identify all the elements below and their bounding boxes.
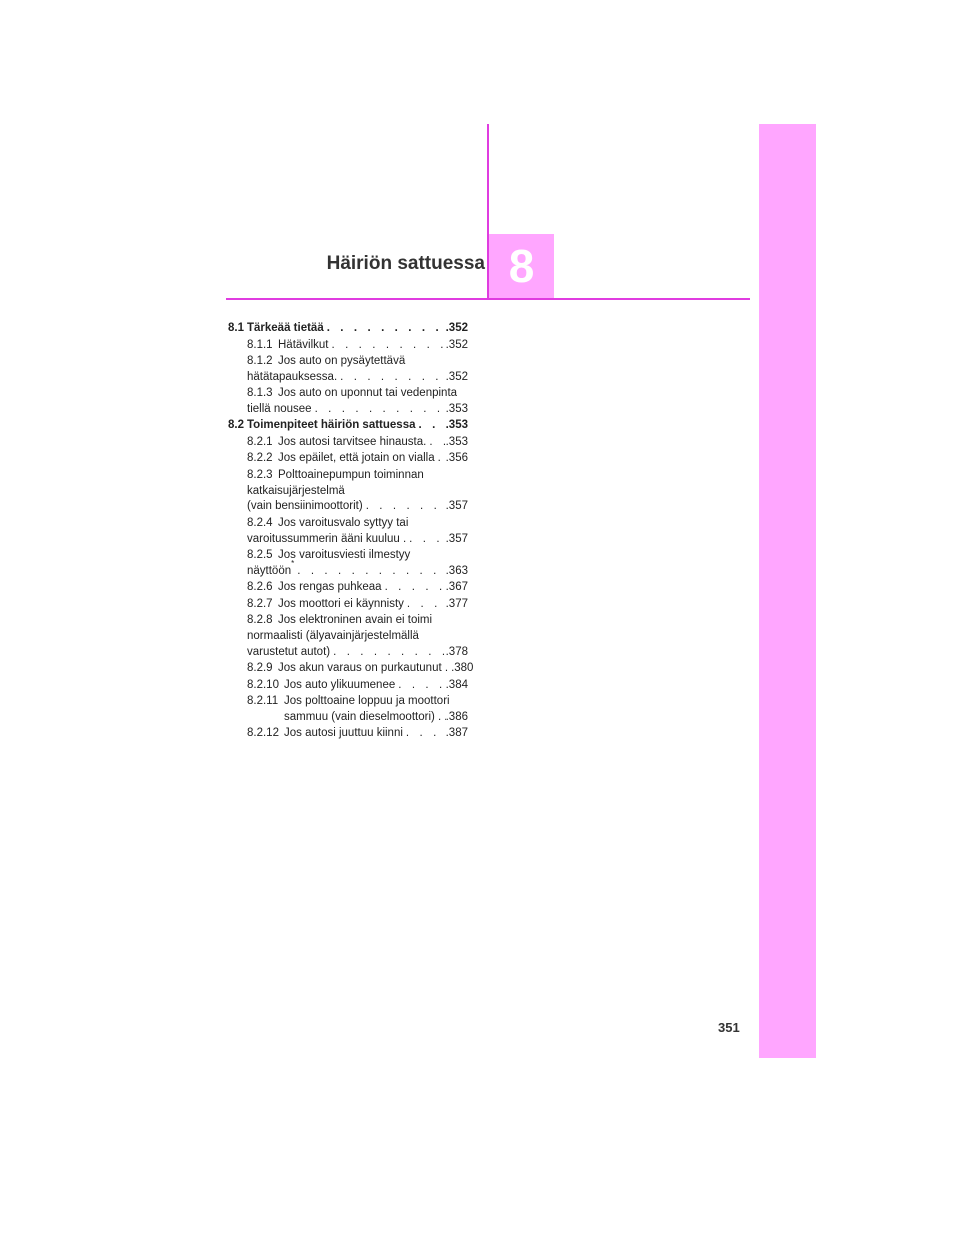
toc-entry-page: .357	[445, 532, 468, 545]
toc-subsection-entry[interactable]	[228, 661, 474, 677]
toc-entry-title: katkaisujärjestelmä	[247, 484, 345, 497]
toc-subsection-entry[interactable]	[228, 597, 468, 613]
table-of-contents	[228, 321, 474, 743]
toc-entry-page: .353	[445, 419, 468, 432]
toc-subsection-entry[interactable]	[228, 613, 468, 660]
toc-subsection-entry[interactable]	[228, 338, 468, 354]
toc-entry-title: tiellä nousee	[247, 402, 312, 415]
toc-entry-title: Jos auto on uponnut tai vedenpinta	[278, 387, 458, 400]
toc-entry-title: Jos auto on pysäytettävä	[278, 355, 406, 367]
toc-entry-page: .357	[445, 500, 468, 513]
toc-entry-number: 8.2.1	[247, 435, 273, 448]
toc-entry-title: Jos autosi juuttuu kiinni	[284, 727, 403, 740]
toc-entry-title: Tärkeää tietää	[247, 322, 324, 334]
toc-leader-dots	[337, 370, 445, 386]
toc-entry-number: 8.1.2	[247, 355, 273, 367]
header-horizontal-rule	[226, 298, 750, 300]
toc-subsection-entry[interactable]	[228, 386, 468, 417]
toc-leader-dots	[403, 726, 446, 742]
toc-leader-dots	[324, 321, 446, 337]
toc-subsection-entry[interactable]	[228, 678, 468, 694]
toc-leader-dots	[294, 564, 445, 580]
toc-leader-dots	[406, 532, 445, 548]
toc-entry-title: näyttöön	[247, 564, 292, 577]
toc-entry-number: 8.1	[228, 322, 244, 334]
toc-entry-title: (vain bensiinimoottorit)	[247, 500, 363, 513]
toc-subsection-entry[interactable]	[228, 435, 468, 451]
toc-leader-dots	[330, 645, 446, 661]
toc-leader-dots	[395, 678, 445, 694]
toc-entry-page: .356	[445, 452, 468, 465]
toc-entry-number: 8.2.3	[247, 468, 273, 481]
toc-entry-number: 8.2.6	[247, 581, 273, 594]
toc-entry-title: varoitussummerin ääni kuuluu .	[247, 532, 407, 545]
toc-subsection-entry[interactable]	[228, 580, 468, 596]
toc-entry-page: .352	[445, 322, 468, 334]
toc-entry-title: Polttoainepumpun toiminnan	[278, 468, 424, 481]
toc-entry-page: .377	[445, 597, 468, 610]
footnote-asterisk: *	[291, 558, 295, 568]
toc-entry-page: .353	[445, 402, 468, 415]
chapter-number: 8	[508, 240, 535, 292]
toc-entry-title: varustetut autot)	[247, 645, 331, 658]
toc-entry-title: Jos varoitusvalo syttyy tai	[278, 516, 409, 529]
toc-entry-page: .353	[445, 435, 468, 448]
toc-section-entry[interactable]	[228, 418, 468, 434]
toc-entry-title: Jos epäilet, että jotain on vialla	[278, 452, 435, 465]
toc-leader-dots	[312, 402, 446, 418]
chapter-side-tab	[759, 124, 816, 1058]
toc-entry-page: .378	[445, 645, 468, 658]
toc-entry-title: Jos varoitusviesti ilmestyy	[278, 549, 411, 562]
toc-subsection-entry[interactable]	[228, 354, 468, 385]
toc-entry-number: 8.2.4	[247, 516, 273, 529]
toc-entry-number: 8.2.7	[247, 597, 273, 610]
toc-leader-dots	[329, 338, 446, 354]
toc-entry-title: normaalisti (älyavainjärjestelmällä	[247, 629, 419, 642]
chapter-number-box	[489, 234, 554, 298]
toc-subsection-entry[interactable]	[228, 726, 468, 742]
toc-entry-page: .367	[445, 581, 468, 594]
toc-subsection-entry[interactable]	[228, 468, 468, 515]
toc-entry-page: .352	[445, 338, 468, 351]
toc-entry-title: Jos auto ylikuumenee	[284, 678, 396, 691]
chapter-title: Häiriön sattuessa	[326, 253, 485, 274]
toc-entry-title: Jos polttoaine loppuu ja moottori	[284, 695, 450, 708]
toc-entry-number: 8.2.5	[247, 549, 273, 562]
toc-entry-number: 8.1.1	[247, 338, 273, 351]
toc-entry-title: Jos rengas puhkeaa	[278, 581, 382, 594]
toc-entry-page: .363	[445, 564, 468, 577]
toc-leader-dots	[363, 499, 446, 515]
toc-entry-number: 8.2.10	[247, 678, 279, 691]
toc-subsection-entry[interactable]	[228, 451, 468, 467]
toc-entry-title: Toimenpiteet häiriön sattuessa	[247, 419, 416, 432]
toc-subsection-entry[interactable]	[228, 516, 468, 547]
toc-leader-dots	[382, 580, 446, 596]
toc-entry-title: Jos moottori ei käynnisty	[278, 597, 404, 610]
toc-entry-title: Jos autosi tarvitsee hinausta.	[278, 435, 427, 448]
toc-section-entry[interactable]	[228, 321, 468, 337]
toc-subsection-entry[interactable]	[228, 694, 468, 725]
toc-entry-title: Jos akun varaus on purkautunut .	[278, 662, 449, 675]
toc-entry-number: 8.1.3	[247, 387, 273, 400]
toc-entry-page: .352	[445, 370, 468, 383]
toc-entry-title: hätätapauksessa.	[247, 370, 338, 383]
toc-leader-dots	[416, 418, 446, 434]
toc-entry-title: Jos elektroninen avain ei toimi	[278, 614, 433, 627]
toc-entry-number: 8.2.12	[247, 727, 279, 740]
toc-entry-number: 8.2.2	[247, 452, 273, 465]
toc-entry-page: .386	[445, 710, 468, 723]
toc-entry-page: .380	[451, 662, 474, 675]
toc-entry-page: .384	[445, 678, 468, 691]
toc-leader-dots	[404, 597, 446, 613]
toc-leader-dots	[435, 451, 446, 467]
toc-entry-number: 8.2.11	[247, 695, 279, 708]
toc-entry-page: .387	[445, 727, 468, 740]
toc-entry-number: 8.2.8	[247, 614, 273, 627]
toc-entry-title: Hätävilkut	[278, 338, 329, 351]
toc-entry-number: 8.2	[228, 419, 244, 432]
toc-leader-dots	[426, 435, 445, 451]
toc-entry-title: sammuu (vain dieselmoottori) .	[284, 710, 442, 723]
page-number: 351	[718, 1020, 740, 1035]
toc-subsection-entry[interactable]	[228, 548, 468, 579]
toc-entry-number: 8.2.9	[247, 662, 273, 675]
